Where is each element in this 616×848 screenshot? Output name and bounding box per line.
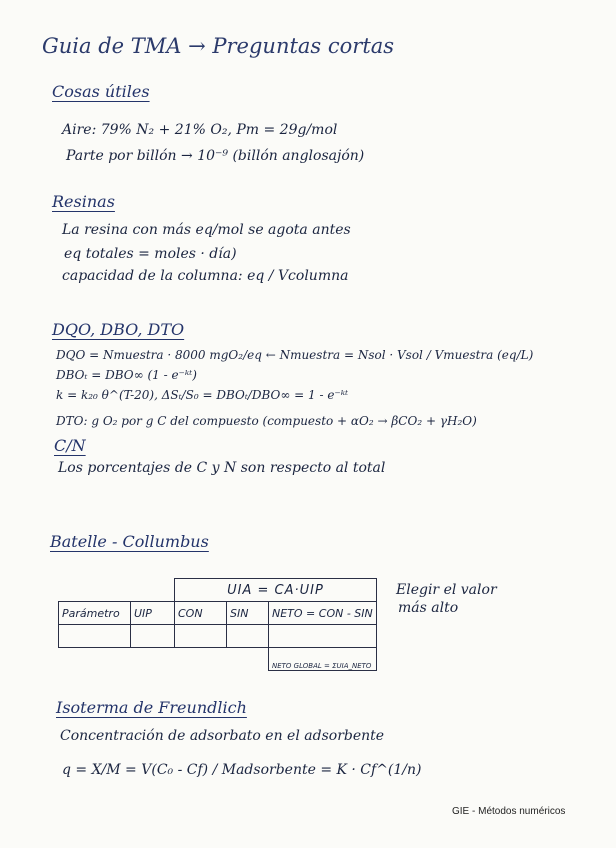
heading-resinas: Resinas: [52, 192, 115, 211]
batelle-table: [58, 578, 377, 671]
formula-dbo: DBOₜ = DBO∞ (1 - e⁻ᵏᵗ): [56, 368, 197, 382]
heading-batelle: Batelle - Collumbus: [50, 532, 209, 551]
table-header: Parámetro: [59, 602, 131, 625]
text-line: capacidad de la columna: eq / Vcolumna: [62, 268, 349, 284]
heading-freundlich: Isoterma de Freundlich: [56, 698, 247, 717]
formula-freundlich: q = X/M = V(C₀ - Cf) / Madsorbente = K · Cf^(1/n): [62, 762, 422, 778]
formula-k: k = k₂₀ θ^(T-20), ΔSₜ/S₀ = DBOₜ/DBO∞ = 1 - e⁻ᵏᵗ: [56, 388, 349, 402]
uia-header: UIA = CA·UIP: [175, 579, 377, 602]
page-footer: GIE - Métodos numéricos: [452, 806, 566, 817]
page-title: Guia de TMA → Preguntas cortas: [42, 34, 395, 58]
table-header: CON: [175, 602, 227, 625]
table-header: NETO = CON - SIN: [269, 602, 377, 625]
batelle-note: más alto: [398, 600, 459, 616]
text-line: eq totales = moles · día): [64, 246, 237, 262]
table-header: SIN: [227, 602, 269, 625]
formula-dqo: DQO = Nmuestra · 8000 mgO₂/eq ← Nmuestra = Nsol · Vsol / Vmuestra (eq/L): [56, 348, 534, 362]
table-row: [59, 648, 377, 671]
table-row: [59, 579, 377, 602]
heading-cosas-utiles: Cosas útiles: [52, 82, 150, 101]
table-row: [59, 625, 377, 648]
text-line: Parte por billón → 10⁻⁹ (billón anglosajón): [66, 148, 365, 164]
heading-cn: C/N: [54, 436, 86, 455]
text-line: Los porcentajes de C y N son respecto al total: [58, 460, 386, 476]
text-line: La resina con más eq/mol se agota antes: [62, 222, 351, 238]
table-row: [59, 602, 377, 625]
formula-dto: DTO: g O₂ por g C del compuesto (compuesto + αO₂ → βCO₂ + γH₂O): [56, 414, 477, 428]
text-line: Concentración de adsorbato en el adsorbente: [60, 728, 385, 744]
text-line: Aire: 79% N₂ + 21% O₂, Pm = 29g/mol: [62, 122, 338, 138]
batelle-note: Elegir el valor: [396, 582, 497, 598]
neto-global-cell: NETO GLOBAL = ΣUIA_NETO: [269, 648, 377, 671]
table-header: UIP: [131, 602, 175, 625]
heading-dqo-dbo-dto: DQO, DBO, DTO: [52, 320, 185, 339]
